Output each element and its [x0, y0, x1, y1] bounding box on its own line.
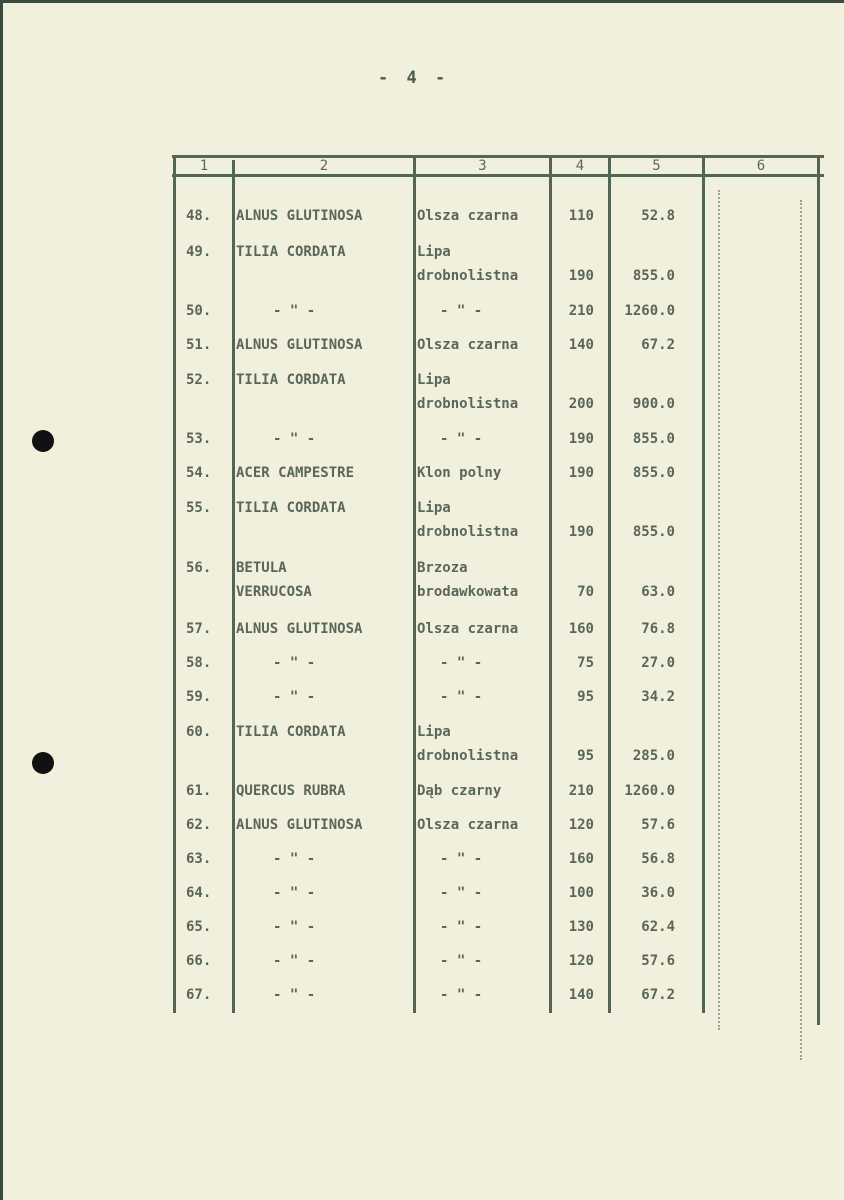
latin-name: - " - [273, 655, 316, 671]
quantity-value: 120 [568, 953, 594, 969]
polish-name: Lipa [417, 500, 451, 516]
row-number: 56. [186, 560, 212, 576]
row-number: 66. [186, 953, 212, 969]
polish-name: drobnolistna [417, 524, 519, 540]
polish-name: Olsza czarna [417, 817, 519, 833]
latin-name: - " - [273, 851, 316, 867]
latin-name: VERRUCOSA [236, 584, 312, 600]
row-number: 49. [186, 244, 212, 260]
latin-name: - " - [273, 919, 316, 935]
col-border-1-2 [232, 160, 235, 1013]
computed-value: 1260.0 [624, 303, 675, 319]
quantity-value: 100 [568, 885, 594, 901]
polish-name: drobnolistna [417, 268, 519, 284]
computed-value: 855.0 [632, 431, 675, 447]
latin-name: - " - [273, 303, 316, 319]
computed-value: 57.6 [641, 953, 675, 969]
polish-name: Olsza czarna [417, 337, 519, 353]
col-border-left [173, 155, 176, 1013]
polish-name: Olsza czarna [417, 621, 519, 637]
row-number: 58. [186, 655, 212, 671]
quantity-value: 210 [568, 303, 594, 319]
row-number: 50. [186, 303, 212, 319]
col-border-5-6 [702, 155, 705, 1013]
latin-name: ACER CAMPESTRE [236, 465, 355, 481]
polish-name: - " - [440, 953, 483, 969]
dotted-guide-left [718, 190, 720, 1030]
row-number: 55. [186, 500, 212, 516]
column-header-5: 5 [652, 158, 661, 174]
quantity-value: 70 [577, 584, 594, 600]
dotted-guide-right [800, 200, 802, 1060]
quantity-value: 210 [568, 783, 594, 799]
polish-name: - " - [440, 303, 483, 319]
latin-name: - " - [273, 987, 316, 1003]
polish-name: - " - [440, 919, 483, 935]
quantity-value: 75 [577, 655, 594, 671]
computed-value: 285.0 [632, 748, 675, 764]
column-header-2: 2 [319, 158, 329, 174]
computed-value: 76.8 [641, 621, 675, 637]
computed-value: 63.0 [641, 584, 675, 600]
quantity-value: 110 [568, 208, 594, 224]
latin-name: QUERCUS RUBRA [236, 783, 346, 799]
quantity-value: 190 [568, 268, 594, 284]
latin-name: TILIA CORDATA [236, 244, 346, 260]
column-header-6: 6 [756, 158, 766, 174]
polish-name: Dąb czarny [417, 783, 502, 799]
latin-name: TILIA CORDATA [236, 372, 346, 388]
quantity-value: 190 [568, 524, 594, 540]
quantity-value: 190 [568, 465, 594, 481]
row-number: 54. [186, 465, 212, 481]
quantity-value: 140 [568, 337, 594, 353]
computed-value: 36.0 [641, 885, 675, 901]
computed-value: 62.4 [641, 919, 675, 935]
row-number: 65. [186, 919, 212, 935]
column-header-4: 4 [575, 158, 585, 174]
quantity-value: 130 [568, 919, 594, 935]
computed-value: 52.8 [641, 208, 675, 224]
scan-top-edge [0, 0, 844, 3]
polish-name: - " - [440, 431, 483, 447]
row-number: 63. [186, 851, 212, 867]
page-number: - 4 - [378, 68, 450, 88]
row-number: 59. [186, 689, 212, 705]
latin-name: ALNUS GLUTINOSA [236, 621, 363, 637]
row-number: 60. [186, 724, 212, 740]
row-number: 51. [186, 337, 212, 353]
row-number: 53. [186, 431, 212, 447]
polish-name: drobnolistna [417, 748, 519, 764]
computed-value: 1260.0 [624, 783, 675, 799]
quantity-value: 160 [568, 851, 594, 867]
polish-name: - " - [440, 655, 483, 671]
polish-name: - " - [440, 885, 483, 901]
row-number: 57. [186, 621, 212, 637]
computed-value: 34.2 [641, 689, 675, 705]
latin-name: BETULA [236, 560, 287, 576]
column-header-3: 3 [478, 158, 487, 174]
polish-name: - " - [440, 987, 483, 1003]
header-bottom-rule [172, 174, 824, 177]
scan-left-edge [0, 0, 3, 1200]
col-border-2-3 [413, 155, 416, 1013]
computed-value: 855.0 [632, 524, 675, 540]
punch-hole-top [32, 430, 54, 452]
row-number: 67. [186, 987, 212, 1003]
quantity-value: 95 [577, 748, 594, 764]
row-number: 62. [186, 817, 212, 833]
latin-name: ALNUS GLUTINOSA [236, 817, 363, 833]
col-border-right [817, 155, 820, 1025]
quantity-value: 120 [568, 817, 594, 833]
latin-name: - " - [273, 689, 316, 705]
row-number: 64. [186, 885, 212, 901]
polish-name: Brzoza [417, 560, 468, 576]
computed-value: 67.2 [641, 337, 675, 353]
polish-name: Olsza czarna [417, 208, 519, 224]
quantity-value: 95 [577, 689, 594, 705]
polish-name: Lipa [417, 724, 451, 740]
computed-value: 855.0 [632, 268, 675, 284]
punch-hole-bottom [32, 752, 54, 774]
quantity-value: 190 [568, 431, 594, 447]
row-number: 52. [186, 372, 212, 388]
quantity-value: 140 [568, 987, 594, 1003]
latin-name: TILIA CORDATA [236, 500, 346, 516]
computed-value: 27.0 [641, 655, 675, 671]
polish-name: drobnolistna [417, 396, 519, 412]
latin-name: - " - [273, 431, 316, 447]
polish-name: - " - [440, 689, 483, 705]
latin-name: - " - [273, 953, 316, 969]
latin-name: ALNUS GLUTINOSA [236, 337, 363, 353]
column-header-1: 1 [199, 158, 209, 174]
quantity-value: 160 [568, 621, 594, 637]
latin-name: - " - [273, 885, 316, 901]
computed-value: 855.0 [632, 465, 675, 481]
polish-name: Klon polny [417, 465, 502, 481]
quantity-value: 200 [568, 396, 594, 412]
latin-name: TILIA CORDATA [236, 724, 346, 740]
latin-name: ALNUS GLUTINOSA [236, 208, 363, 224]
computed-value: 56.8 [641, 851, 675, 867]
computed-value: 900.0 [632, 396, 675, 412]
row-number: 48. [186, 208, 212, 224]
polish-name: Lipa [417, 372, 451, 388]
polish-name: Lipa [417, 244, 451, 260]
row-number: 61. [186, 783, 212, 799]
computed-value: 57.6 [641, 817, 675, 833]
polish-name: - " - [440, 851, 483, 867]
computed-value: 67.2 [641, 987, 675, 1003]
polish-name: brodawkowata [417, 584, 519, 600]
